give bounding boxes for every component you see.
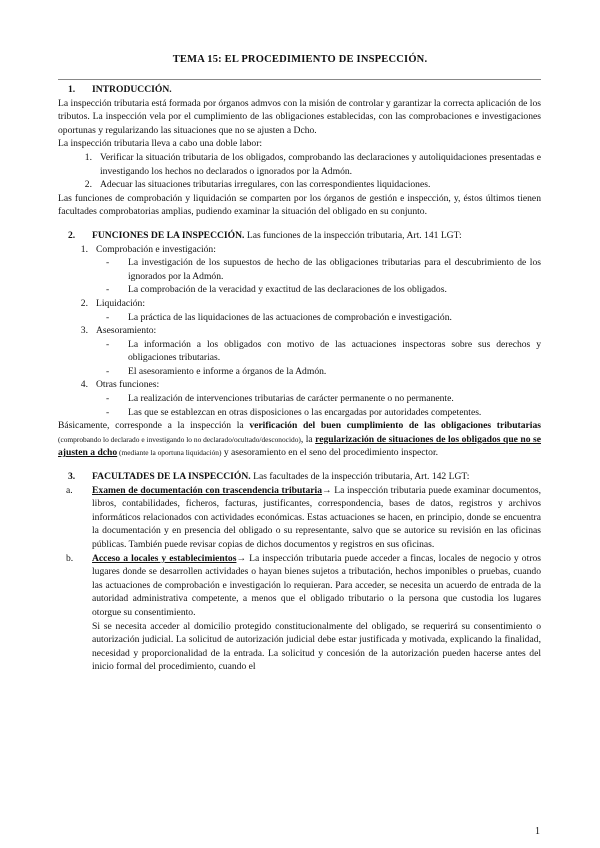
dash-text: La información a los obligados con motivo de las actuaciones inspectoras sobre sus derechos y obligaciones tributarias. bbox=[128, 338, 541, 364]
title-divider bbox=[58, 79, 541, 80]
item-text: La inspección tributaria puede examinar documentos, libros, contabilidades, ficheros, facturas, justificantes, correspondencia, bases de datos, registros y archivos informáticos relacionados con actividades económicas. Estas actuaciones se hacen, en principio, donde se encuentra la documentación y en presencia del obligado o su representante, salvo que se autorice su revisión en las oficinas públicas. También puede revisar copias de dichos documentos y registros en sus oficinas. bbox=[92, 484, 541, 550]
summary-text: Básicamente, corresponde a la inspección la bbox=[58, 420, 250, 432]
list-letter: b. bbox=[66, 552, 74, 564]
list-item bbox=[58, 378, 541, 392]
list-item-b bbox=[58, 552, 541, 620]
list-number: 3. bbox=[80, 325, 88, 337]
dash-text: La comprobación de la veracidad y exactitud de las declaraciones de los obligados. bbox=[128, 284, 447, 296]
list-text: Liquidación: bbox=[96, 297, 146, 309]
section-subtitle: Las facultades de la inspección tributaria, Art. 142 LGT: bbox=[253, 471, 470, 483]
summary-bold: verificación del buen cumplimiento de las obligaciones tributarias bbox=[249, 420, 541, 432]
dash-item: - La realización de intervenciones tributarias de carácter permanente o no permanente. bbox=[106, 392, 541, 406]
dash-text: La práctica de las liquidaciones de las actuaciones de comprobación e investigación. bbox=[128, 311, 452, 323]
dash-text: La realización de intervenciones tributarias de carácter permanente o no permanente. bbox=[128, 393, 454, 405]
list-number: 2. bbox=[80, 297, 88, 309]
list-item bbox=[58, 297, 541, 311]
list-item-a bbox=[58, 484, 541, 552]
list-letter: a. bbox=[66, 484, 73, 496]
list-number: 4. bbox=[80, 379, 88, 391]
section-3-heading bbox=[68, 470, 541, 484]
summary-paragraph bbox=[58, 419, 541, 460]
summary-text: y asesoramiento en el seno del procedimiento inspector. bbox=[221, 447, 439, 459]
section-title: FACULTADES DE LA INSPECCIÓN. bbox=[92, 471, 251, 483]
dash-item: - Las que se establezcan en otras disposiciones o las encargadas por autoridades competentes. bbox=[106, 406, 541, 420]
list-text: Verificar la situación tributaria de los obligados, comprobando las declaraciones y autoliquidaciones presentadas e investigando los hechos no declarados o ignorados por la Admón. bbox=[100, 151, 541, 177]
dash-text: El asesoramiento e informe a órganos de la Admón. bbox=[128, 365, 327, 377]
summary-text: , la bbox=[300, 433, 316, 445]
summary-note: (comprobando lo declarado e investigando lo no declarado/ocultado/desconocido) bbox=[58, 434, 301, 444]
paragraph: Si se necesita acceder al domicilio protegido constitucionalmente del obligado, se requerirá su consentimiento o autorización judicial. La solicitud de autorización judicial debe estar justificada y motivada, explicando la finalidad, necesidad y proporcionalidad de la entrada. La solicitud y concesión de la autorización pueden hacerse antes del inicio formal del procedimiento, cuando el bbox=[92, 620, 541, 673]
list-text: Asesoramiento: bbox=[96, 325, 157, 337]
paragraph: La inspección tributaria lleva a cabo una doble labor: bbox=[58, 138, 263, 150]
dash-item: - La comprobación de la veracidad y exactitud de las declaraciones de los obligados. bbox=[106, 283, 541, 297]
list-number: 1. bbox=[84, 151, 92, 163]
paragraph: La inspección tributaria está formada por órganos admvos con la misión de controlar y garantizar la correcta aplicación de los tributos. La inspección vela por el cumplimiento de las obligaciones establecidas, con las comprobaciones e investigaciones oportunas y regularizando las situaciones que no se ajusten a Dcho. bbox=[58, 97, 541, 136]
document-body bbox=[58, 83, 541, 674]
arrow-icon: → bbox=[236, 552, 247, 564]
item-heading: Examen de documentación con trascendencia tributaria bbox=[92, 484, 323, 496]
list-item bbox=[58, 178, 541, 192]
document-title: TEMA 15: EL PROCEDIMIENTO DE INSPECCIÓN. bbox=[172, 54, 428, 65]
section-subtitle: Las funciones de la inspección tributaria, Art. 141 LGT: bbox=[246, 229, 462, 241]
section-2-heading bbox=[68, 229, 541, 243]
section-title: FUNCIONES DE LA INSPECCIÓN. bbox=[92, 229, 245, 241]
list-item bbox=[58, 243, 541, 257]
dash-text: La investigación de los supuestos de hecho de las obligaciones tributarias para el descubrimiento de los ignorados por la Admón. bbox=[128, 257, 541, 282]
dash-text: Las que se establezcan en otras disposiciones o las encargadas por autoridades competentes. bbox=[128, 406, 482, 418]
list-text: Adecuar las situaciones tributarias irregulares, con las correspondientes liquidaciones. bbox=[100, 179, 431, 191]
section-number: 3. bbox=[68, 471, 76, 483]
page-number: 1 bbox=[535, 826, 540, 837]
section-number: 1. bbox=[68, 84, 76, 95]
dash-item: - El asesoramiento e informe a órganos de la Admón. bbox=[106, 365, 541, 379]
arrow-icon: → bbox=[322, 484, 332, 496]
paragraph: Las funciones de comprobación y liquidación se comparten por los órganos de gestión e inspección, y, éstos últimos tienen facultades comprobatorias amplias, pudiendo examinar la situación del obligado en su conjunto. bbox=[58, 192, 541, 218]
dash-item: - La práctica de las liquidaciones de las actuaciones de comprobación e investigación. bbox=[106, 311, 541, 325]
list-text: Otras funciones: bbox=[96, 379, 160, 391]
dash-item: - La investigación de los supuestos de hecho de las obligaciones tributarias para el descubrimiento de los ignorados por la Admón. bbox=[106, 257, 541, 282]
section-number: 2. bbox=[68, 229, 76, 241]
list-item bbox=[58, 151, 541, 178]
list-number: 2. bbox=[84, 179, 92, 191]
list-text: Comprobación e investigación: bbox=[96, 243, 216, 255]
item-text: La inspección tributaria puede acceder a fincas, locales de negocio y otros lugares donde se desarrollen actividades o hayan bienes sujetos a tributación, hechos imponibles o pruebas, cuando las actuaciones de comprobación e investigación lo requieran. Para acceder, se necesita un acuerdo de entrada de la autoridad administrativa competente, a menos que el obligado tributario o la persona que custodia los lugares otorgue su consentimiento. bbox=[92, 552, 541, 618]
section-1-heading bbox=[68, 83, 541, 97]
list-number: 1. bbox=[80, 243, 88, 255]
list-item bbox=[58, 324, 541, 338]
item-heading: Acceso a locales y establecimientos bbox=[92, 552, 237, 564]
dash-item: - La información a los obligados con motivo de las actuaciones inspectoras sobre sus derechos y obligaciones tributarias. bbox=[106, 338, 541, 364]
summary-bold-underline: regularización de situaciones de los obligados que no se ajusten a dcho bbox=[58, 433, 542, 459]
summary-note: (mediante la oportuna liquidación) bbox=[117, 448, 222, 458]
section-title: INTRODUCCIÓN. bbox=[92, 84, 172, 95]
